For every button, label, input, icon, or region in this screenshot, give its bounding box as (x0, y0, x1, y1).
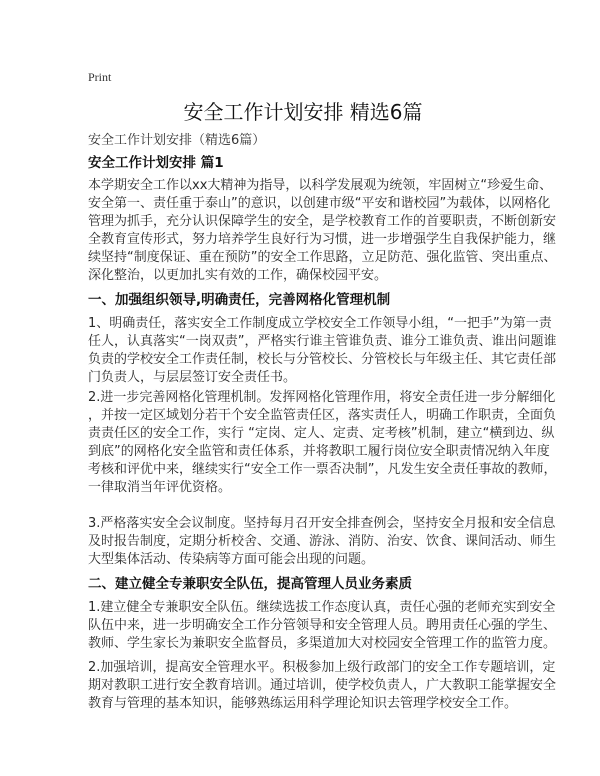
heading-2: 二、建立健全专兼职安全队伍，提高管理人员业务素质 (88, 576, 412, 592)
text-line: 管理为抓手，充分认识保障学生的安全，是学校教育工作的首要职责，不断创新安 (88, 214, 557, 229)
text-line: 门负责人，与层层签订安全责任书。 (88, 370, 297, 385)
text-line: 1.建立健全专兼职安全队伍。继续选拔工作态度认真，责任心强的老师充实到安全 (88, 600, 556, 615)
text-line: 2.加强培训，提高安全管理水平。积极参加上级行政部门的安全工作专题培训，定 (88, 660, 556, 675)
h1-item-1-paragraph (88, 315, 556, 387)
text-line: 到底”的网格化安全监管和责任体系，并将教职工履行岗位安全职责情况纳入年度 (88, 444, 550, 459)
h1-item-3-paragraph (88, 515, 556, 569)
text-line: 本学期安全工作以xx大精神为指导，以科学发展观为统领，牢固树立“珍爱生命、 (88, 178, 553, 193)
text-line: ，并按一定区域划分若干个安全监管责任区，落实责任人，明确工作职责，全面负 (88, 408, 557, 423)
text-line: 2.进一步完善网格化管理机制。发挥网格化管理作用，将安全责任进一步分解细化 (88, 390, 556, 405)
h1-item-2-paragraph (88, 389, 556, 497)
text-line: 责责任区的安全工作，实行 “定岗、定人、定责、定考核”机制，建立“横到边、纵 (88, 426, 555, 441)
section-title: 安全工作计划安排 篇1 (88, 155, 224, 171)
text-line: 期对教职工进行安全教育培训。通过培训，使学校负责人，广大教职工能掌握安全 (88, 678, 557, 693)
text-line: 3.严格落实安全会议制度。坚持每月召开安全排查例会，坚持安全月报和安全信息 (88, 516, 556, 531)
text-line: 教育与管理的基本知识，能够熟练运用科学理论知识去管理学校安全工作。 (88, 696, 518, 711)
text-line: 队伍中来，进一步明确安全工作分管领导和安全管理人员。聘用责任心强的学生、 (88, 618, 557, 633)
text-line: 全教育宣传形式，努力培养学生良好行为习惯，进一步增强学生自我保护能力，继 (88, 232, 557, 247)
heading-1: 一、加强组织领导,明确责任，完善网格化管理机制 (88, 292, 391, 308)
h2-item-1-paragraph (88, 599, 556, 653)
text-line: 负责的学校安全工作责任制，校长与分管校长、分管校长与年级主任、其它责任部 (88, 352, 557, 367)
text-line: 安全第一、责任重于泰山”的意识，以创建市级“平安和谐校园”为载体，以网格化 (88, 196, 551, 211)
text-line: 大型集体活动、传染病等方面可能会出现的问题。 (88, 552, 375, 567)
text-line: 及时报告制度，定期分析校舍、交通、游泳、消防、治安、饮食、课间活动、师生 (88, 534, 557, 549)
text-line: 1、明确责任，落实安全工作制度成立学校安全工作领导小组，“一把手”为第一责 (88, 316, 552, 331)
text-line: 任人，认真落实“一岗双责”，严格实行谁主管谁负责、谁分工谁负责、谁出问题谁 (88, 334, 557, 349)
text-line: 教师、学生家长为兼职安全监督员，多渠道加大对校园安全管理工作的监管力度。 (88, 636, 557, 651)
text-line: 续坚持“制度保证、重在预防”的安全工作思路，立足防范、强化监管、突出重点、 (88, 250, 557, 265)
text-line: 考核和评优中来，继续实行“安全工作一票否决制”，凡发生安全责任事故的教师， (88, 462, 557, 477)
document-subtitle: 安全工作计划安排（精选6篇） (88, 133, 266, 148)
print-label[interactable]: Print (88, 70, 112, 84)
document-title: 安全工作计划安排 精选6篇 (183, 100, 423, 124)
h2-item-2-paragraph (88, 659, 556, 713)
intro-paragraph (88, 177, 556, 285)
text-line: 一律取消当年评优资格。 (88, 480, 232, 495)
text-line: 深化整治，以更加扎实有效的工作，确保校园平安。 (88, 268, 388, 283)
